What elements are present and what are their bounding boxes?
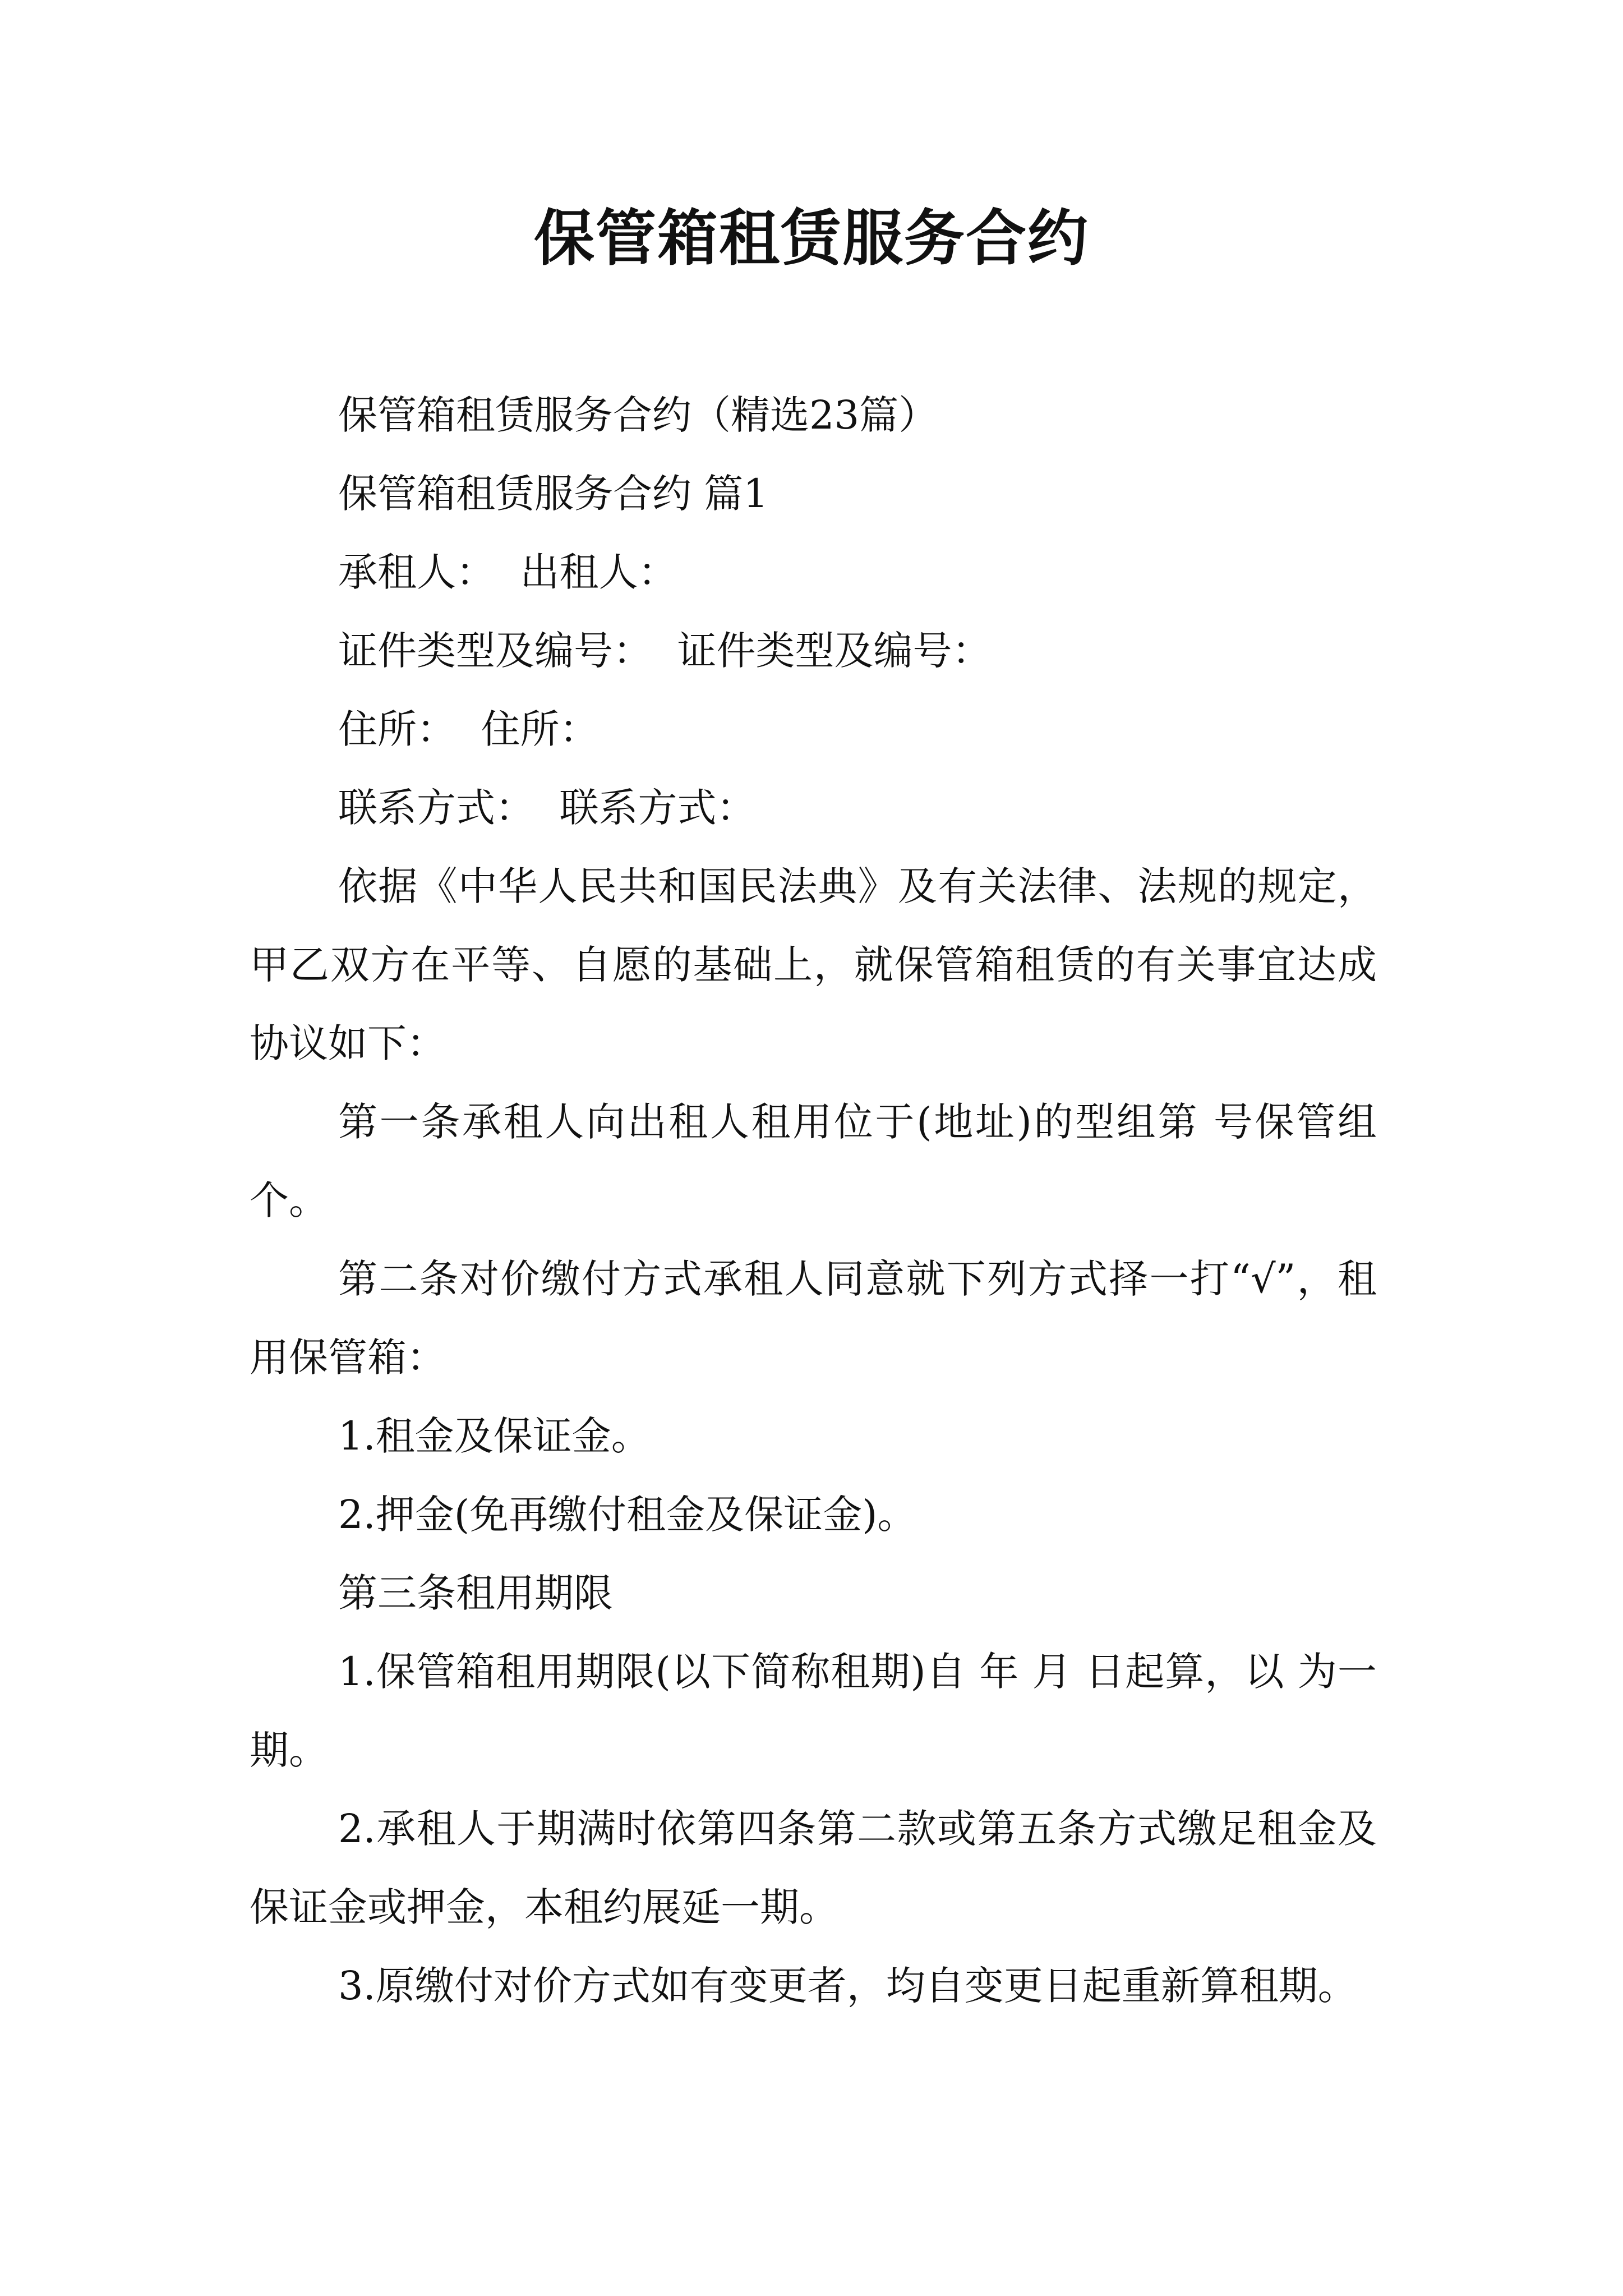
- paragraph-article-3-item-1: 1.保管箱租用期限(以下简称租期)自 年 月 日起算，以 为一期。: [250, 1649, 1377, 1773]
- paragraph-article-1: 第一条承租人向出租人租用位于(地址)的型组第 号保管组 个。: [250, 1099, 1390, 1223]
- paragraph-article-2-item-2: 2.押金(免再缴付租金及保证金)。: [338, 1492, 917, 1538]
- paragraph-id-types: 证件类型及编号： 证件类型及编号：: [338, 628, 992, 674]
- paragraph-preamble: 依据《中华人民共和国民法典》及有关法律、法规的规定，甲乙双方在平等、自愿的基础上，就保管箱租赁的有关事宜达成协议如下：: [250, 863, 1377, 1066]
- document-body: [250, 376, 1390, 2025]
- paragraph-article-3: 第三条租用期限: [338, 1570, 613, 1616]
- paragraph-article-3-item-3: 3.原缴付对价方式如有变更者，均自变更日起重新算租期。: [338, 1963, 1357, 2009]
- paragraph-section-heading: 保管箱租赁服务合约 篇1: [338, 471, 768, 517]
- document-title: 保管箱租赁服务合约: [533, 203, 1089, 274]
- paragraph-parties: 承租人： 出租人：: [338, 549, 677, 595]
- paragraph-article-2-item-1: 1.租金及保证金。: [338, 1413, 651, 1459]
- paragraph-contacts: 联系方式： 联系方式：: [338, 785, 756, 831]
- paragraph-addresses: 住所： 住所：: [338, 706, 599, 752]
- paragraph-article-3-item-2: 2.承租人于期满时依第四条第二款或第五条方式缴足租金及保证金或押金，本租约展延一期。: [250, 1806, 1377, 1930]
- paragraph-article-2: 第二条对价缴付方式承租人同意就下列方式择一打“√”，租用保管箱：: [250, 1256, 1377, 1381]
- paragraph-subtitle: 保管箱租赁服务合约（精选23篇）: [338, 392, 938, 438]
